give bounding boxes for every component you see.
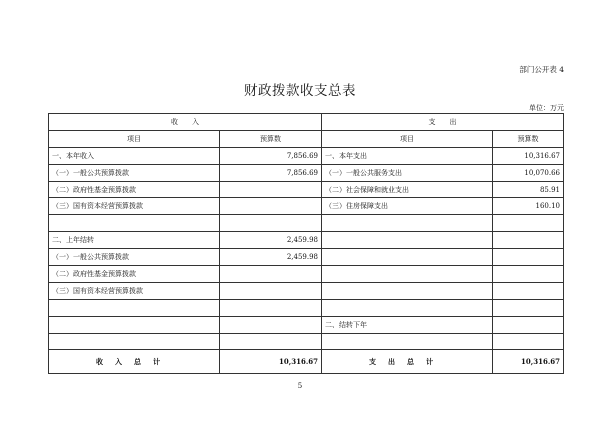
expense-header: 支 出 [322, 114, 564, 131]
expense-item: 二、结转下年 [322, 316, 493, 333]
fiscal-summary-table [48, 113, 564, 374]
income-item: （二）政府性基金预算拨款 [49, 181, 220, 198]
total-income-label: 收入总计 [49, 350, 220, 374]
page-number: 5 [297, 382, 303, 390]
expense-item: （三）住房保障支出 [322, 198, 493, 215]
column-header-row [49, 130, 564, 147]
income-item: （一）一般公共预算拨款 [49, 164, 220, 181]
table-row [49, 266, 564, 283]
income-value [220, 181, 322, 198]
table-row [49, 215, 564, 232]
income-item: （三）国有资本经营预算拨款 [49, 282, 220, 299]
expense-item [322, 249, 493, 266]
income-item [49, 215, 220, 232]
total-expense-label: 支出总计 [322, 350, 493, 374]
income-value [220, 266, 322, 283]
expense-value: 160.10 [493, 198, 564, 215]
expense-item [322, 266, 493, 283]
income-value: 7,856.69 [220, 147, 322, 164]
income-item: （二）政府性基金预算拨款 [49, 266, 220, 283]
expense-value [493, 215, 564, 232]
income-header: 收 入 [49, 114, 322, 131]
section-header-row [49, 114, 564, 131]
table-row [49, 164, 564, 181]
expense-value [493, 333, 564, 350]
table-row [49, 147, 564, 164]
expense-value [493, 299, 564, 316]
table-row [49, 282, 564, 299]
document-tag: 部门公开表 4 [519, 65, 564, 74]
expense-value [493, 232, 564, 249]
expense-value: 85.91 [493, 181, 564, 198]
table-row [49, 299, 564, 316]
expense-value: 10,070.66 [493, 164, 564, 181]
income-item [49, 333, 220, 350]
expense-item: 一、本年支出 [322, 147, 493, 164]
expense-budget-col-header: 预算数 [493, 130, 564, 147]
expense-item-col-header: 项目 [322, 130, 493, 147]
table-row [49, 198, 564, 215]
expense-value [493, 282, 564, 299]
income-value: 2,459.98 [220, 249, 322, 266]
page-title: 财政拨款收支总表 [244, 83, 356, 99]
income-value [220, 198, 322, 215]
table-row [49, 249, 564, 266]
expense-value: 10,316.67 [493, 147, 564, 164]
income-budget-col-header: 预算数 [220, 130, 322, 147]
unit-label: 单位：万元 [529, 104, 564, 112]
total-row [49, 350, 564, 374]
expense-item: （一）一般公共服务支出 [322, 164, 493, 181]
income-item: 二、上年结转 [49, 232, 220, 249]
table-row [49, 333, 564, 350]
income-item-col-header: 项目 [49, 130, 220, 147]
table-row [49, 232, 564, 249]
income-item: 一、本年收入 [49, 147, 220, 164]
expense-item [322, 299, 493, 316]
income-value: 7,856.69 [220, 164, 322, 181]
income-value [220, 333, 322, 350]
expense-item: （二）社会保障和就业支出 [322, 181, 493, 198]
expense-value [493, 249, 564, 266]
expense-value [493, 266, 564, 283]
income-item [49, 316, 220, 333]
income-item [49, 299, 220, 316]
table-body [49, 147, 564, 350]
table-row [49, 316, 564, 333]
expense-item [322, 215, 493, 232]
expense-item [322, 333, 493, 350]
expense-value [493, 316, 564, 333]
expense-item [322, 232, 493, 249]
income-value [220, 316, 322, 333]
income-value [220, 299, 322, 316]
income-value: 2,459.98 [220, 232, 322, 249]
expense-item [322, 282, 493, 299]
income-value [220, 215, 322, 232]
income-item: （三）国有资本经营预算拨款 [49, 198, 220, 215]
income-value [220, 282, 322, 299]
total-income-value: 10,316.67 [220, 350, 322, 374]
income-item: （一）一般公共预算拨款 [49, 249, 220, 266]
table-row [49, 181, 564, 198]
total-expense-value: 10,316.67 [493, 350, 564, 374]
